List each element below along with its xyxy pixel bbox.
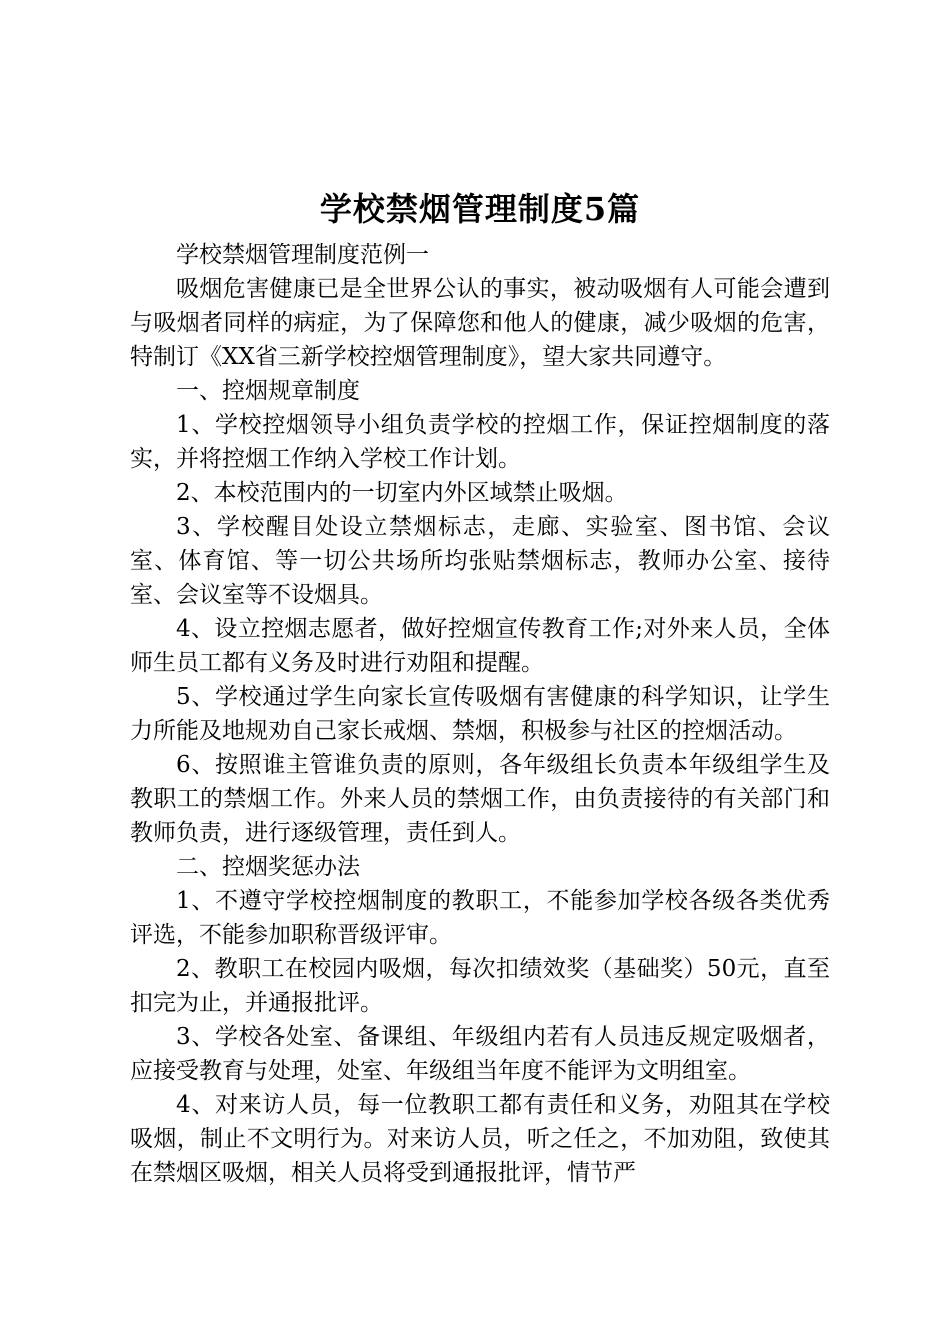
document-title: 学校禁烟管理制度5篇	[319, 190, 641, 228]
rule-item-4: 4、设立控烟志愿者，做好控烟宣传教育工作;对外来人员，全体师生员工都有义务及时进行劝阻和提醒。	[130, 616, 830, 676]
intro-paragraph: 吸烟危害健康已是全世界公认的事实，被动吸烟有人可能会遭到与吸烟者同样的病症，为了保障您和他人的健康，减少吸烟的危害，特制订《XX省三新学校控烟管理制度》，望大家共同遵守。	[130, 276, 830, 370]
section-heading-rules: 一、控烟规章制度	[176, 378, 360, 404]
rule-item-2: 2、本校范围内的一切室内外区域禁止吸烟。	[176, 480, 628, 506]
penalty-item-3: 3、学校各处室、备课组、年级组内若有人员违反规定吸烟者，应接受教育与处理，处室、年级组当年度不能评为文明组室。	[130, 1024, 830, 1084]
penalty-item-2: 2、教职工在校园内吸烟，每次扣绩效奖（基础奖）50元，直至扣完为止，并通报批评。	[130, 956, 830, 1016]
document-page	[130, 186, 830, 1190]
rule-item-5: 5、学校通过学生向家长宣传吸烟有害健康的科学知识，让学生力所能及地规劝自己家长戒烟、禁烟，积极参与社区的控烟活动。	[130, 684, 830, 744]
rule-item-6: 6、按照谁主管谁负责的原则，各年级组长负责本年级组学生及教职工的禁烟工作。外来人员的禁烟工作，由负责接待的有关部门和教师负责，进行逐级管理，责任到人。	[130, 752, 830, 846]
penalty-item-4: 4、对来访人员，每一位教职工都有责任和义务，劝阻其在学校吸烟，制止不文明行为。对来访人员，听之任之，不加劝阻，致使其在禁烟区吸烟，相关人员将受到通报批评，情节严	[130, 1092, 830, 1186]
section-heading-rewards-penalties: 二、控烟奖惩办法	[176, 854, 360, 880]
rule-item-1: 1、学校控烟领导小组负责学校的控烟工作，保证控烟制度的落实，并将控烟工作纳入学校工作计划。	[130, 412, 830, 472]
rule-item-3: 3、学校醒目处设立禁烟标志，走廊、实验室、图书馆、会议室、体育馆、等一切公共场所均张贴禁烟标志，教师办公室、接待室、会议室等不设烟具。	[130, 514, 830, 608]
section-heading-example-one: 学校禁烟管理制度范例一	[176, 242, 429, 268]
penalty-item-1: 1、不遵守学校控烟制度的教职工，不能参加学校各级各类优秀评选，不能参加职称晋级评审。	[130, 888, 830, 948]
